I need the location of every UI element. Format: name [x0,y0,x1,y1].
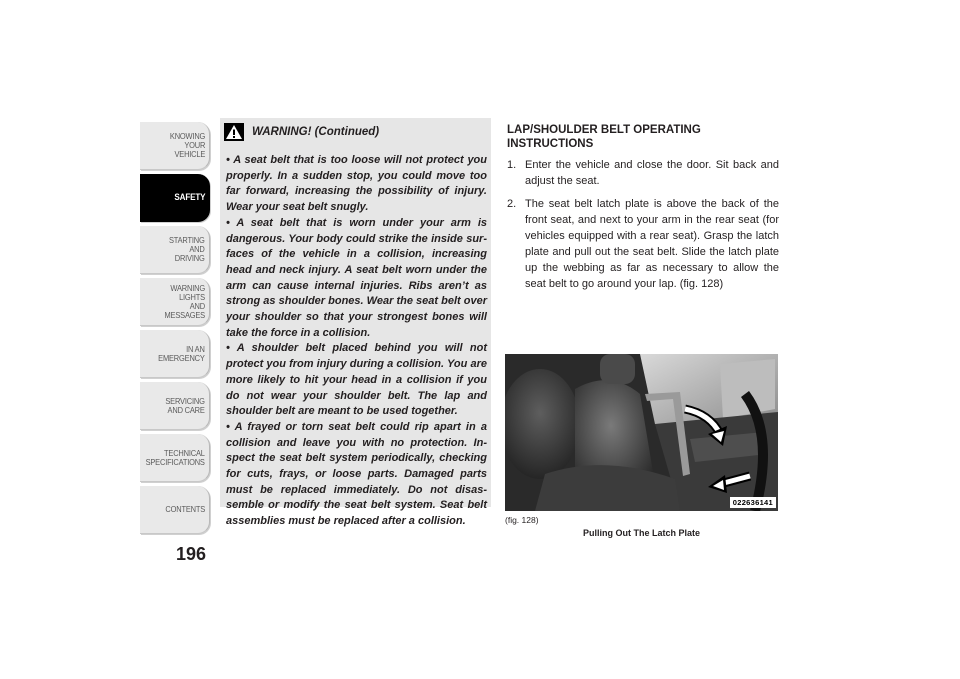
section-heading: LAP/SHOULDER BELT OPERATING INSTRUCTIONS [507,124,701,150]
warning-box [220,118,491,528]
tab-contents[interactable] [140,486,210,534]
tab-label: WARNING LIGHTS AND MESSAGES [164,282,205,320]
tab-starting-and-driving[interactable] [140,226,210,274]
instruction-steps [507,157,779,299]
tab-label: STARTING AND DRIVING [169,235,205,263]
warning-bullet: • A frayed or torn seat belt could rip apart in a collision and leave you with no protection. In-spect the seat belt system periodically, checking for cuts, frays, or loose parts. Damaged parts must be replaced immediately. Do not disas-semble or modify the seat belt system. Seat belt assemblies must be replaced after a collision. [226,420,487,528]
tab-label: SAFETY [174,192,205,202]
tab-technical-specifications[interactable] [140,434,210,482]
vehicle-interior-illustration [505,354,778,511]
chapter-tabs [140,122,210,538]
tab-label: IN AN EMERGENCY [158,343,205,363]
step-item [507,196,779,292]
step-number: 1. [507,159,517,171]
tab-safety[interactable] [140,174,210,222]
tab-knowing-your-vehicle[interactable] [140,122,210,170]
warning-bullet: • A shoulder belt placed behind you will not protect you from injury during a collision. You are more likely to hit your head in a collision if you do not wear your shoulder belt. The lap and shoulder belt are meant to be used together. [226,342,487,418]
page-number: 196 [176,544,207,564]
figure-label: (fig. 128) [505,515,539,525]
step-item [507,157,779,189]
step-text: The seat belt latch plate is above the back of the front seat, and next to your arm in the rear seat (for vehicles equipped with a rear seat). Grasp the latch plate and pull out the seat belt. Slide the latch plate up the webbing as far as necessary to allow the seat belt to go around your lap. (fig. 128) [525,198,779,290]
figure-caption: Pulling Out The Latch Plate [582,528,700,538]
warning-triangle-icon [224,123,244,141]
tab-label: TECHNICAL SPECIFICATIONS [145,447,205,467]
tab-servicing-and-care[interactable] [140,382,210,430]
tab-warning-lights[interactable] [140,278,210,326]
tab-label: CONTENTS [165,504,205,514]
warning-title: WARNING! (Continued) [252,126,380,138]
warning-header [224,122,379,142]
tab-label: SERVICING AND CARE [165,395,205,415]
warning-body [226,153,487,530]
latch-plate-photo [505,354,778,511]
tab-in-an-emergency[interactable] [140,330,210,378]
warning-bullet: • A seat belt that is too loose will not protect you properly. In a sudden stop, you could move too far forward, increasing the possibility of injury. Wear your seat belt snugly. [226,154,487,214]
figure-code: 022636141 [730,497,776,508]
warning-bullet: • A seat belt that is worn under your arm is dangerous. Your body could strike the inside sur-faces of the vehicle in a collision, increasing head and neck injury. A seat belt worn under the arm can cause internal injuries. Ribs aren’t as strong as shoulder bones. Wear the seat belt over your shoulder so that your strongest bones will take the force in a collision. [226,216,487,339]
tab-label: KNOWING YOUR VEHICLE [169,131,205,159]
step-number: 2. [507,198,517,210]
step-text: Enter the vehicle and close the door. Sit back and adjust the seat. [525,159,779,187]
